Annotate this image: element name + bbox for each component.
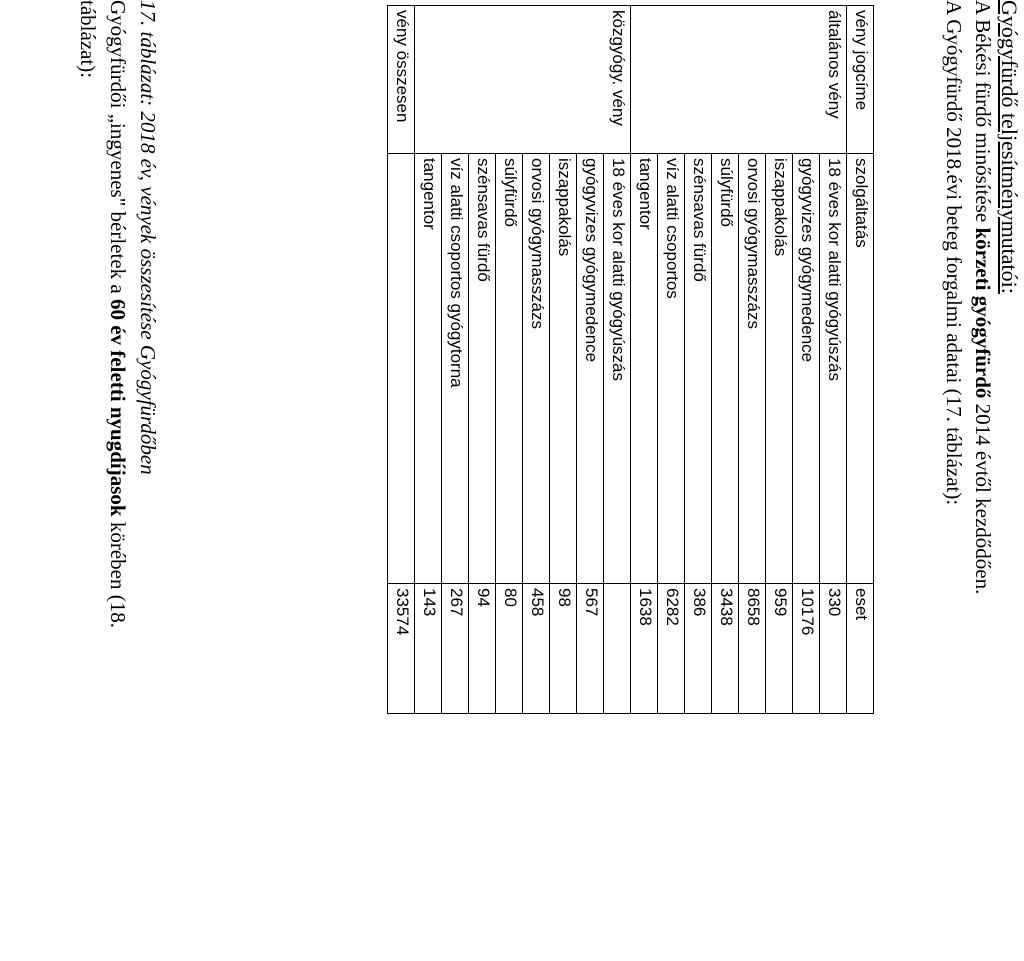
count-cell: 80 [496,584,523,714]
footer-line-2: táblázat): [76,0,100,79]
service-cell: tangentor [631,154,658,584]
service-cell: orvosi gyógymasszázs [523,154,550,584]
table-header-row [847,6,874,714]
service-cell: iszappakolás [766,154,793,584]
service-cell: gyógyvizes gyógymedence [793,154,820,584]
intro-text-1: A Békési fürdő minősítése [971,0,995,228]
service-cell: 18 éves kor alatti gyógyúszás [604,154,631,584]
table-caption: 17. táblázat: 2018 év, vények összesítése Gyógyfürdőben [136,0,160,475]
count-cell: 386 [685,584,712,714]
total-value-cell: 33574 [388,584,415,714]
service-cell: orvosi gyógymasszázs [739,154,766,584]
footer-line [105,0,130,628]
count-cell: 6282 [658,584,685,714]
group-label-cell: közgyógy. vény [415,6,631,154]
intro-line [970,0,995,594]
service-cell: iszappakolás [550,154,577,584]
subheading: A Gyógyfürdő 2018.évi beteg forgalmi adatai (17. táblázat): [942,0,966,506]
table-row [604,6,631,714]
total-row [388,6,415,714]
header-cell: eset [847,584,874,714]
service-cell: szénsavas fürdő [469,154,496,584]
service-cell: víz alatti csoportos [658,154,685,584]
section-title: Gyógyfürdő teljesítménymutatói: [997,0,1022,294]
table-row [820,6,847,714]
footer-text-2: körében (18. [106,516,130,628]
header-cell: szolgáltatás [847,154,874,584]
service-cell: szénsavas fürdő [685,154,712,584]
service-cell: víz alatti csoportos gyógytorna [442,154,469,584]
total-label-cell: vény összesen [388,6,415,154]
count-cell: 267 [442,584,469,714]
service-cell: gyógyvizes gyógymedence [577,154,604,584]
count-cell: 330 [820,584,847,714]
header-cell: vény jogcíme [847,6,874,154]
count-cell: 959 [766,584,793,714]
total-empty-cell [388,154,415,584]
service-cell: tangentor [415,154,442,584]
footer-bold: 60 év feletti nyugdíjasok [106,298,130,517]
count-cell: 143 [415,584,442,714]
footer-text-1: Gyógyfürdői „ingyenes" bérletek a [106,0,130,299]
count-cell: 3438 [712,584,739,714]
count-cell: 8658 [739,584,766,714]
service-cell: súlyfürdő [712,154,739,584]
data-table [387,5,874,714]
count-cell: 98 [550,584,577,714]
count-cell: 94 [469,584,496,714]
group-label-cell: általános vény [631,6,847,154]
count-cell: 10176 [793,584,820,714]
service-cell: súlyfürdő [496,154,523,584]
intro-bold: körzeti gyógyfürdő [971,227,995,399]
count-cell: 458 [523,584,550,714]
count-cell [604,584,631,714]
service-cell: 18 éves kor alatti gyógyúszás [820,154,847,584]
intro-text-2: 2014 évtől kezdődően. [971,398,995,595]
count-cell: 567 [577,584,604,714]
count-cell: 1638 [631,584,658,714]
